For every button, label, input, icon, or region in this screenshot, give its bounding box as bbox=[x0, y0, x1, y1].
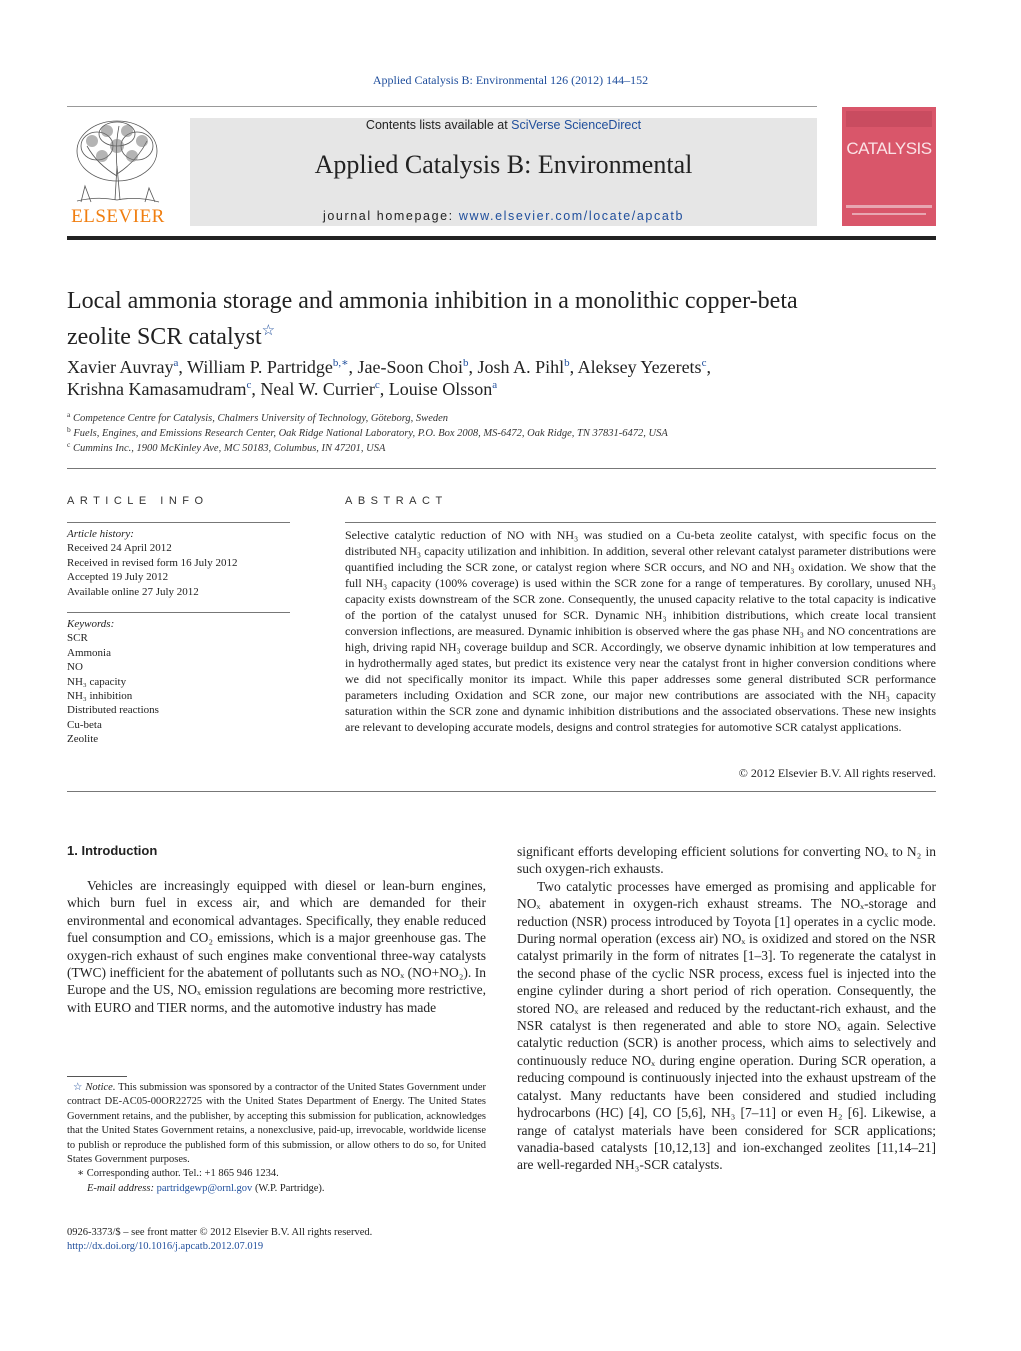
notice-footnote bbox=[67, 1081, 486, 1167]
author-affil-mark[interactable]: b bbox=[564, 357, 570, 369]
keywords-rule bbox=[67, 612, 290, 613]
corresponding-author: ∗ Corresponding author. Tel.: +1 865 946 1234. bbox=[77, 1168, 279, 1180]
notice-label: Notice. bbox=[85, 1082, 116, 1093]
journal-cover-thumbnail bbox=[842, 107, 936, 226]
keyword: Ammonia bbox=[67, 646, 111, 659]
history-label: Article history: bbox=[67, 528, 134, 540]
sciencedirect-link[interactable]: SciVerse ScienceDirect bbox=[511, 118, 642, 132]
author-list bbox=[67, 356, 937, 400]
contents-prefix: Contents lists available at bbox=[365, 118, 512, 132]
keyword: NH₃ inhibition bbox=[67, 690, 133, 703]
keyword: NO bbox=[67, 661, 83, 674]
author-affil-mark[interactable]: c bbox=[246, 379, 252, 391]
author-affil-mark[interactable]: a bbox=[173, 357, 179, 369]
footnote-rule bbox=[67, 1076, 127, 1077]
author-affil-mark[interactable]: b bbox=[463, 357, 469, 369]
notice-mark: ☆ bbox=[73, 1082, 83, 1093]
history-item: Received 24 April 2012 bbox=[67, 542, 172, 555]
abstract-copyright: © 2012 Elsevier B.V. All rights reserved. bbox=[738, 766, 936, 780]
author-sep: , bbox=[251, 379, 261, 399]
history-item: Received in revised form 16 July 2012 bbox=[67, 556, 238, 569]
author-affil-mark[interactable]: c bbox=[701, 357, 707, 369]
homepage-link[interactable]: www.elsevier.com/locate/apcatb bbox=[458, 209, 684, 223]
affiliation bbox=[67, 441, 937, 456]
body-column-right bbox=[517, 843, 936, 1174]
keyword: Cu-beta bbox=[67, 718, 102, 731]
title-line-1: Local ammonia storage and ammonia inhibition in a monolithic copper-beta bbox=[67, 288, 798, 314]
author-sep: , bbox=[569, 357, 578, 377]
author-sep: , bbox=[348, 357, 358, 377]
keywords-label: Keywords: bbox=[67, 618, 115, 630]
keyword: Zeolite bbox=[67, 733, 99, 746]
keywords bbox=[67, 617, 290, 747]
affiliation-text: Cummins Inc., 1900 McKinley Ave, MC 50183, Columbus, IN 47201, USA bbox=[72, 443, 386, 454]
affiliations bbox=[67, 411, 937, 456]
author[interactable]: Josh A. Pihl bbox=[477, 357, 565, 377]
article-info-heading: ARTICLE INFO bbox=[67, 495, 209, 507]
author-affil-mark[interactable]: c bbox=[374, 379, 380, 391]
author-affil-mark[interactable]: a bbox=[492, 379, 498, 391]
contents-line bbox=[190, 118, 817, 132]
homepage-prefix: journal homepage: bbox=[323, 209, 459, 223]
article-history bbox=[67, 527, 290, 599]
notice-text: This submission was sponsored by a contractor of the United States Government under contract DE-AC05-00OR22725 with the United States Department of Energy. The United States Government retains, and the publisher, by accepting this submission for publication, acknowledges that the United States Government retains, a nonexclusive, paid-up, irrevocable, worldwide license to publish or reproduce the published form of this submission, or allow others to do so, for United States Government purposes. bbox=[67, 1082, 486, 1166]
affiliation bbox=[67, 426, 937, 441]
affiliation-text: Competence Centre for Catalysis, Chalmers University of Technology, Göteborg, Sweden bbox=[72, 413, 449, 424]
affiliation bbox=[67, 411, 937, 426]
title-line-2 bbox=[67, 316, 927, 352]
email-label: E-mail address: bbox=[87, 1182, 157, 1194]
body-paragraph: significant efforts developing efficient solutions for converting NOₓ to N₂ in such oxygen-rich exhausts. bbox=[517, 844, 936, 877]
keyword: SCR bbox=[67, 632, 88, 645]
affiliation-text: Fuels, Engines, and Emissions Research Center, Oak Ridge National Laboratory, P.O. Box 2008, MS-6472, Oak Ridge, TN 37831-6472, USA bbox=[73, 428, 668, 439]
email-suffix: (W.P. Partridge). bbox=[252, 1182, 325, 1194]
history-item: Available online 27 July 2012 bbox=[67, 585, 199, 598]
author[interactable]: William P. Partridge bbox=[187, 357, 333, 377]
elsevier-wordmark: ELSEVIER bbox=[71, 206, 165, 227]
journal-citation[interactable]: Applied Catalysis B: Environmental 126 (2012) 144–152 bbox=[372, 73, 649, 87]
issn-line: 0926-3373/$ – see front matter © 2012 Elsevier B.V. All rights reserved. bbox=[67, 1227, 373, 1238]
article-title bbox=[67, 286, 927, 352]
author[interactable]: Neal W. Currier bbox=[260, 379, 375, 399]
homepage-line bbox=[190, 209, 817, 223]
title-line-2-text: zeolite SCR catalyst bbox=[67, 324, 262, 350]
author[interactable]: Krishna Kamasamudram bbox=[67, 379, 247, 399]
author[interactable]: Louise Olsson bbox=[388, 379, 493, 399]
author[interactable]: Xavier Auvray bbox=[67, 357, 174, 377]
section-heading-introduction: 1. Introduction bbox=[67, 843, 158, 858]
abstract-heading: ABSTRACT bbox=[345, 495, 448, 507]
header-rule bbox=[67, 106, 817, 107]
info-rule bbox=[67, 522, 290, 523]
body-paragraph: Vehicles are increasingly equipped with diesel or lean-burn engines, which burn fuel in excess air, and which are demanded for their environmental and economical advantages. Specifically, they enable reduced fuel consumption and CO₂ emissions, which is a major greenhouse gas. The oxygen-rich exhaust of such engines make conventional three-way catalysts (TWC) inefficient for the abatement of pollutants such as NOₓ (NO+NO₂). In Europe and the US, NOₓ emission regulations are becoming more restrictive, with EURO and TIER norms, and the automotive industry has made bbox=[67, 878, 486, 1015]
journal-title: Applied Catalysis B: Environmental bbox=[314, 150, 693, 179]
cover-decoration bbox=[842, 107, 936, 226]
cover-wordmark: CATALYSIS bbox=[846, 139, 932, 158]
history-item: Accepted 19 July 2012 bbox=[67, 571, 169, 584]
issn-block bbox=[67, 1226, 486, 1255]
header-thick-rule bbox=[67, 236, 936, 240]
affiliation-mark: a bbox=[67, 410, 71, 419]
footnotes bbox=[67, 1081, 486, 1196]
title-footnote-mark[interactable]: ☆ bbox=[261, 323, 276, 339]
author-sep: , bbox=[178, 357, 188, 377]
email-line bbox=[67, 1182, 486, 1196]
abstract-end-rule bbox=[67, 791, 936, 792]
doi-link[interactable]: http://dx.doi.org/10.1016/j.apcatb.2012.07.019 bbox=[67, 1241, 264, 1253]
author[interactable]: Aleksey Yezerets bbox=[577, 357, 702, 377]
author-sep: , bbox=[468, 357, 478, 377]
abstract-rule bbox=[345, 522, 936, 523]
body-column-left bbox=[67, 877, 486, 1016]
author-affil-mark[interactable]: b,∗ bbox=[332, 357, 349, 369]
author-sep: , bbox=[379, 379, 389, 399]
affiliation-rule bbox=[67, 468, 936, 469]
affiliation-mark: c bbox=[67, 440, 71, 449]
email-link[interactable]: partridgewp@ornl.gov bbox=[156, 1182, 253, 1194]
keyword: Distributed reactions bbox=[67, 704, 159, 717]
body-paragraph: Two catalytic processes have emerged as promising and applicable for NOₓ abatement in oxygen-rich exhaust streams. The NOₓ-storage and reduction (NSR) process introduced by Toyota [1] operates in a cyclic mode. During normal operation (excess air) NOₓ is oxidized and stored on the NSR catalyst primarily in the form of nitrates [1–3]. To regenerate the catalyst in the second phase of the cyclic NSR process, excess fuel is injected into the engine cylinder during a short period of rich operation. Consequently, the stored NOₓ are released and reduced by the reductant-rich exhaust, and the NSR catalyst is then regenerated and able to store NOₓ again. Selective catalytic reduction (SCR) is another process, which aims to selectively and continuously reduce NOₓ during engine operation. During SCR operation, a reducing compound is continuously injected into the exhaust upstream of the catalyst. Many reductants have been considered and studied including hydrocarbons (HC) [4], CO [5,6], NH₃ [7–11] or even H₂ [6]. Likewise, a range of catalyst materials have been considered for SCR applications; vanadia-based catalysts [10,12,13] and ion-exchanged zeolites [11,14–21] are well-regarded NH₃-SCR catalysts. bbox=[517, 878, 936, 1173]
keyword: NH₃ capacity bbox=[67, 675, 127, 688]
affiliation-mark: b bbox=[67, 425, 71, 434]
abstract-text: Selective catalytic reduction of NO with NH₃ was studied on a Cu-beta zeolite catalyst, with specific focus on the distributed NH₃ capacity utilization and inhibition. In addition, several other relevant catalyst parameter distributions were quantified including the SCR zone, or catalyst region where SCR occurs, and NO and NH₃ oxidation. We show that the full NH₃ capacity (100% coverage) is used within the SCR zone for a range of temperatures. By corollary, unused NH₃ capacity exists downstream of the SCR zone. Consequently, the unused capacity relative to the total capacity is indicative of the portion of the catalyst unused for SCR. Dynamic NH₃ inhibition distributions, which create local transient conversion inflections, are measured. Dynamic inhibition is observed where the gas phase NH₃ and NO concentrations are high, driving rapid NH₃ coverage buildup and SCR. Accordingly, we observe dynamic inhibition at low temperatures and in hydrothermally aged states, but predict its existence very near the catalyst front in higher conversion conditions where we did not specifically monitor its impact. While this paper addresses some general distributed SCR performance parameters including Oxidation and SCR zone, our major new contributions are associated with the NH₃ capacity saturation within the SCR zone and dynamic inhibition distributions and the associated observations. These new insights are relevant to developing accurate models, designs and control strategies for automotive SCR catalyst applications. bbox=[345, 528, 936, 734]
author-sep: , bbox=[706, 357, 711, 377]
author[interactable]: Jae-Soon Choi bbox=[357, 357, 464, 377]
